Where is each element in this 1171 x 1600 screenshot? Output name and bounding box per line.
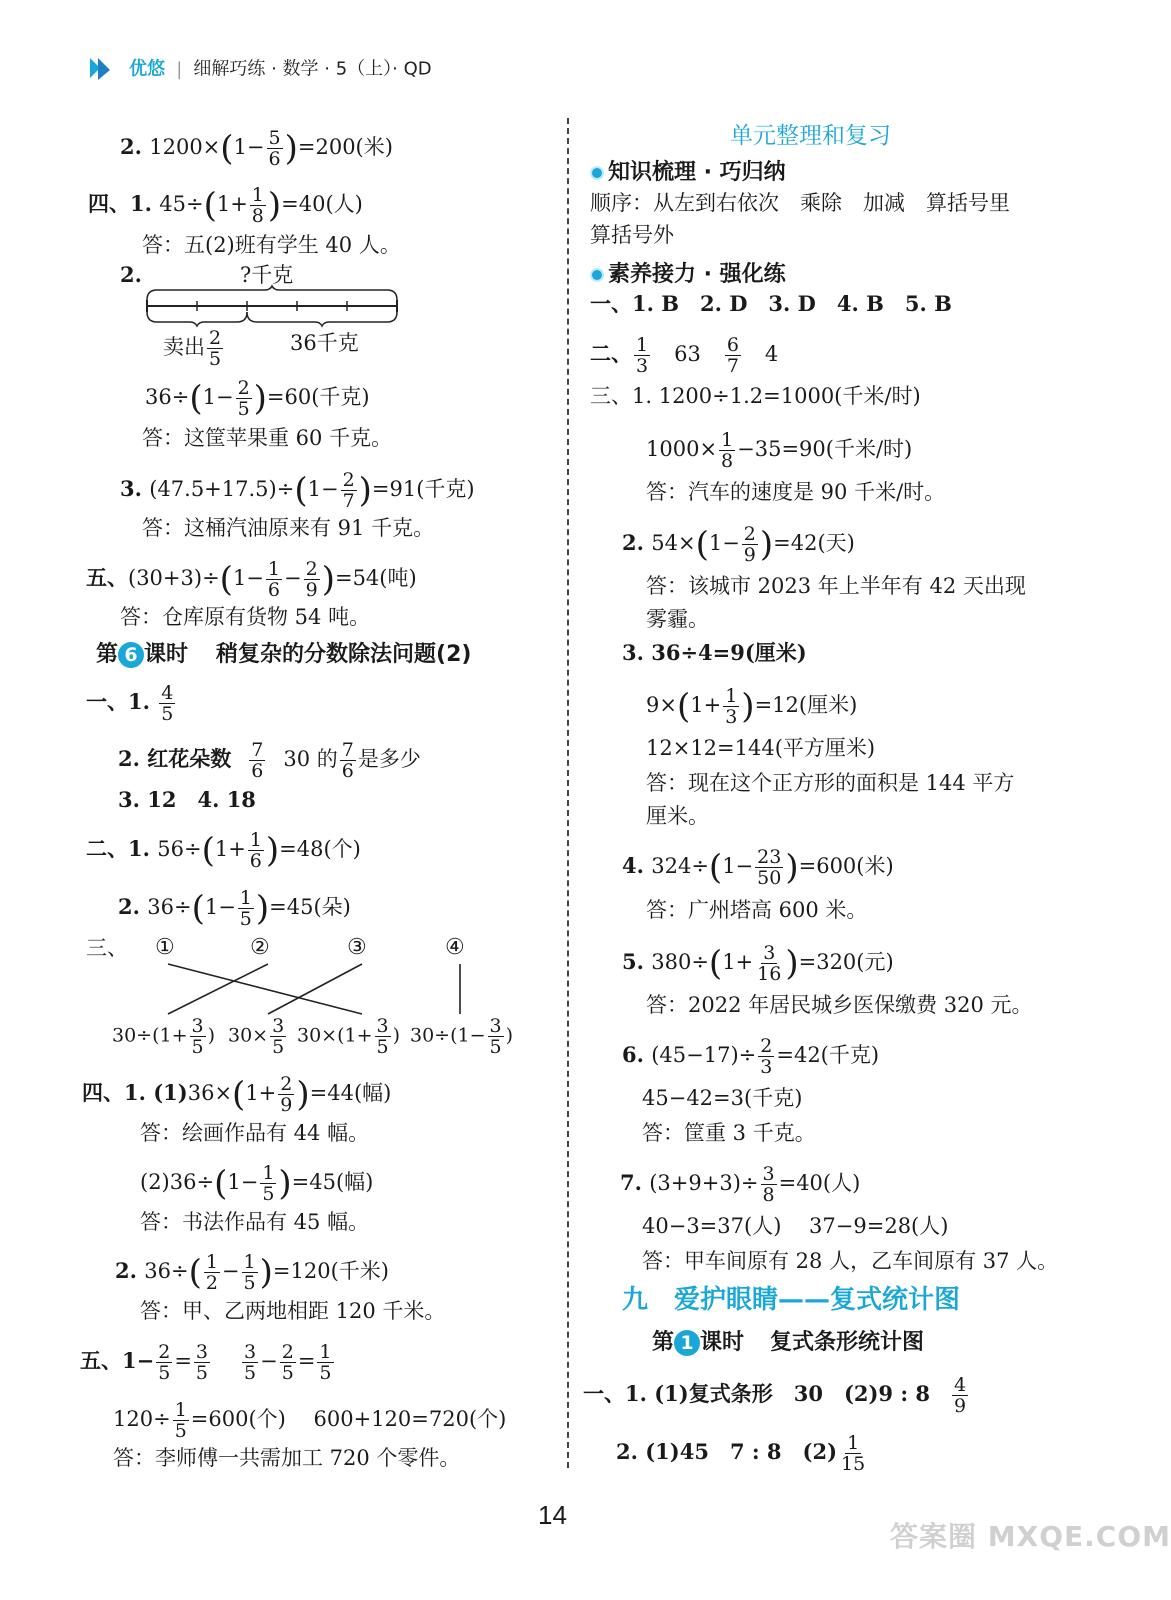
left-q13: 120÷ $\frac{1}{5}$ =600(个) 600+120=720(个) xyxy=(113,1399,507,1442)
logo-icon xyxy=(88,54,124,86)
right-answer-2-cont: 雾霾。 xyxy=(646,607,709,631)
left-line-7: 3. (47.5+17.5)÷(1− $\frac{2}{7}$ )=91(千克) xyxy=(120,469,475,512)
right-answer-3-cont: 厘米。 xyxy=(646,804,709,828)
match-circle-4: ④ xyxy=(445,935,465,960)
right-answer-5: 答：2022 年居民城乡医保缴费 320 元。 xyxy=(646,993,1033,1017)
match-expr-1: 30÷(1+ $\frac{3}{5}$ ) xyxy=(112,1015,216,1058)
left-q5: 2. 36÷(1− $\frac{1}{5}$ )=45(朵) xyxy=(118,887,351,930)
right-line-6: 1000× $\frac{1}{8}$ −35=90(千米/时) xyxy=(646,429,913,472)
left-answer-6: 答：书法作品有 45 幅。 xyxy=(140,1210,370,1234)
left-q2-number: 2. xyxy=(120,262,142,287)
left-q8: (2)36÷(1− $\frac{1}{5}$ )=45(幅) xyxy=(140,1162,374,1205)
match-circle-3: ③ xyxy=(347,935,367,960)
section-practice: 素养接力 · 强化练 xyxy=(590,257,786,288)
left-q3: 3. 12 4. 18 xyxy=(118,787,256,812)
right-line-12: 9×(1+ $\frac{1}{3}$ )=12(厘米) xyxy=(646,685,858,728)
left-line-2: 四、1. 45÷(1+ $\frac{1}{8}$ )=40(人) xyxy=(88,184,363,227)
right-line-4: 二、 $\frac{1}{3}$ 63 $\frac{6}{7}$ 4 xyxy=(590,334,779,377)
match-lines xyxy=(100,958,540,1018)
right-line-2: 算括号外 xyxy=(590,223,674,247)
left-line-1: 2. 1200×(1− $\frac{5}{6}$ )=200(米) xyxy=(120,127,393,170)
left-q12: 五、1− $\frac{2}{5}$ = $\frac{3}{5}$ $\frac{3}{5}$ − $\frac{2}{5}$ = $\frac{1}{5}$ xyxy=(80,1341,332,1384)
right-line-1: 顺序：从左到右依次 乘除 加减 算括号里 xyxy=(590,191,1010,215)
left-answer-3: 答：这桶汽油原来有 91 千克。 xyxy=(142,516,435,540)
right-answer-6: 答：筐重 3 千克。 xyxy=(642,1121,816,1145)
diagram-left-label: 卖出 $\frac{2}{5}$ xyxy=(163,327,222,370)
lesson-number-badge: 1 xyxy=(674,1330,700,1356)
left-q1: 一、1. $\frac{4}{5}$ xyxy=(86,682,174,725)
right-line-11: 3. 36÷4=9(厘米) xyxy=(622,640,807,665)
right-line-26: 一、1. (1)复式条形 30 (2)9 : 8 $\frac{4}{9}$ xyxy=(583,1374,967,1417)
left-q10: 2. 36÷( $\frac{1}{2}$ − $\frac{1}{5}$ )=120(千米) xyxy=(115,1251,389,1294)
right-line-18: 5. 380÷(1+ $\frac{3}{16}$ )=320(元) xyxy=(622,942,894,985)
match-circle-2: ② xyxy=(250,935,270,960)
match-expr-3: 30×(1+ $\frac{3}{5}$ ) xyxy=(297,1015,401,1058)
left-q2: 2. 红花朵数 $\frac{7}{6}$ 30 的 $\frac{7}{6}$ 是多少 xyxy=(118,739,421,782)
lesson-1-heading: 第 1 课时 复式条形统计图 xyxy=(652,1330,925,1355)
left-answer-8: 答：李师傅一共需加工 720 个零件。 xyxy=(113,1446,461,1470)
section-bullet-icon xyxy=(590,268,604,282)
chapter-title: 九 爱护眼睛——复式统计图 xyxy=(622,1285,961,1315)
left-line-9: 五、(30+3)÷(1− $\frac{1}{6}$ − $\frac{2}{9}$ )=54(吨) xyxy=(86,558,417,601)
section-knowledge: 知识梳理 · 巧归纳 xyxy=(590,155,786,186)
match-label: 三、 xyxy=(86,936,128,960)
right-line-8: 2. 54×(1− $\frac{2}{9}$ )=42(天) xyxy=(622,523,855,566)
right-answer-1: 答：汽车的速度是 90 千米/时。 xyxy=(646,480,946,504)
left-answer-5: 答：绘画作品有 44 幅。 xyxy=(140,1121,370,1145)
right-line-27: 2. (1)45 7 : 8 (2) $\frac{1}{15}$ xyxy=(616,1432,866,1475)
right-line-24: 40−3=37(人) 37−9=28(人) xyxy=(642,1214,949,1238)
match-expr-2: 30× $\frac{3}{5}$ xyxy=(228,1015,285,1058)
match-circle-1: ① xyxy=(155,935,175,960)
right-answer-3: 答：现在这个正方形的面积是 144 平方 xyxy=(646,771,1015,795)
section-bullet-icon xyxy=(590,166,604,180)
lesson-6-heading: 第 6 课时 稍复杂的分数除法问题(2) xyxy=(96,642,472,667)
right-line-16: 4. 324÷(1− $\frac{23}{50}$ )=600(米) xyxy=(622,846,894,889)
header-title: 细解巧练 · 数学 · 5（上）· QD xyxy=(193,58,432,80)
right-answer-4: 答：广州塔高 600 米。 xyxy=(646,898,868,922)
right-answer-2: 答：该城市 2023 年上半年有 42 天出现 xyxy=(646,574,1026,598)
right-line-13: 12×12=144(平方厘米) xyxy=(646,736,876,760)
right-line-20: 6. (45−17)÷ $\frac{2}{3}$ =42(千克) xyxy=(622,1035,880,1078)
lesson-number-badge: 6 xyxy=(118,642,144,668)
left-answer-7: 答：甲、乙两地相距 120 千米。 xyxy=(140,1299,446,1323)
right-answer-7: 答：甲车间原有 28 人，乙车间原有 37 人。 xyxy=(642,1249,1059,1273)
header: 优悠 | 细解巧练 · 数学 · 5（上）· QD xyxy=(88,54,432,86)
right-line-23: 7. (3+9+3)÷ $\frac{3}{8}$ =40(人) xyxy=(620,1163,861,1206)
left-q4: 二、1. 56÷(1+ $\frac{1}{6}$ )=48(个) xyxy=(86,829,361,872)
left-line-5: 36÷(1− $\frac{2}{5}$ )=60(千克) xyxy=(145,377,370,420)
left-q6: 四、1. (1)36×(1+ $\frac{2}{9}$ )=44(幅) xyxy=(82,1073,392,1116)
left-answer-4: 答：仓库原有货物 54 吨。 xyxy=(120,605,371,629)
logo-text: 优悠 xyxy=(129,58,166,80)
diagram-top-label: ?千克 xyxy=(240,263,294,287)
right-line-5: 三、1. 1200÷1.2=1000(千米/时) xyxy=(590,384,921,408)
match-expr-4: 30÷(1− $\frac{3}{5}$ ) xyxy=(410,1015,514,1058)
diagram-right-label: 36千克 xyxy=(290,331,359,355)
unit-review-title: 单元整理和复习 xyxy=(730,123,891,149)
watermark: 答案圈 MXQE.COM xyxy=(890,1520,1171,1553)
left-answer-1: 答：五(2)班有学生 40 人。 xyxy=(142,233,401,257)
segment-diagram xyxy=(145,262,400,370)
column-divider xyxy=(567,118,569,1468)
page-number: 14 xyxy=(538,1500,567,1530)
right-line-21: 45−42=3(千克) xyxy=(642,1086,803,1110)
left-answer-2: 答：这筐苹果重 60 千克。 xyxy=(142,426,393,450)
right-line-3: 一、1. B 2. D 3. D 4. B 5. B xyxy=(590,291,952,316)
